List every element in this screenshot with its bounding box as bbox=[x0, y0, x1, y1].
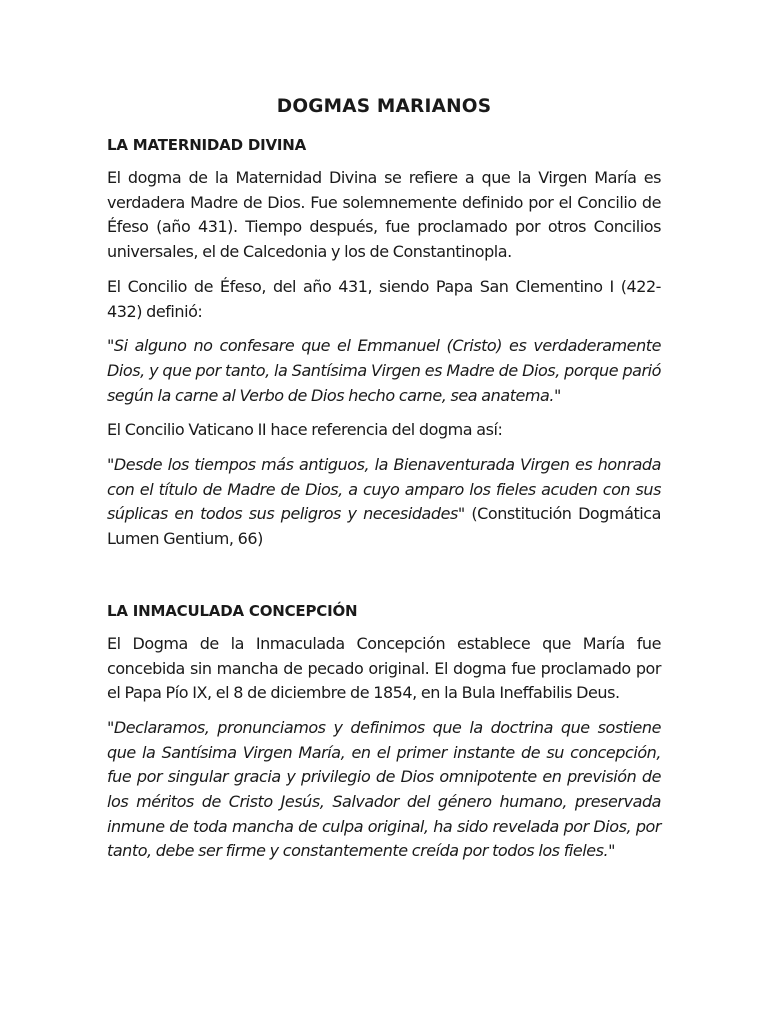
quote-paragraph: "Declaramos, pronunciamos y definimos que la doctrina que sostiene que la Santísima Virgen María, en el primer instante de su concepción, fue por singular gracia y privilegio de Dios omnipotente en previsión de los méritos de Cristo Jesús, Salvador del género humano, preservada inmune de toda mancha de culpa original, ha sido revelada por Dios, por tanto, debe ser firme y constantemente creída por todos los fieles." bbox=[107, 717, 661, 861]
paragraph: El Concilio de Éfeso, del año 431, siendo Papa San Clementino I (422-432) definió: bbox=[107, 276, 661, 321]
section-spacer bbox=[107, 562, 661, 600]
quote-paragraph: "Si alguno no confesare que el Emmanuel (Cristo) es verdaderamente Dios, y que por tanto, la Santísima Virgen es Madre de Dios, porque parió según la carne al Verbo de Dios hecho carne, sea anatema." bbox=[107, 336, 661, 405]
section-maternidad-divina bbox=[107, 134, 661, 552]
paragraph: El Concilio Vaticano II hace referencia del dogma así: bbox=[107, 420, 503, 440]
section-inmaculada-concepcion bbox=[107, 600, 661, 864]
document-title: DOGMAS MARIANOS bbox=[276, 96, 492, 117]
section-heading: LA INMACULADA CONCEPCIÓN bbox=[107, 601, 358, 620]
section-heading: LA MATERNIDAD DIVINA bbox=[107, 136, 307, 154]
paragraph: El Dogma de la Inmaculada Concepción establece que María fue concebida sin mancha de pecado original. El dogma fue proclamado por el Papa Pío IX, el 8 de diciembre de 1854, en la Bula Ineffabilis Deus. bbox=[107, 633, 661, 703]
paragraph: El dogma de la Maternidad Divina se refiere a que la Virgen María es verdadera Madre de Dios. Fue solemnemente definido por el Concilio de Éfeso (año 431). Tiempo después, fue proclamado por otros Concilios universales, el de Calcedonia y los de Constantinopla. bbox=[107, 168, 661, 262]
quote-citation: (Constitución Dogmática Lumen Gentium, 66) bbox=[107, 504, 661, 549]
quote-text: "Desde los tiempos más antiguos, la Bienaventurada Virgen es honrada con el título de Madre de Dios, a cuyo amparo los fieles acuden con sus súplicas en todos sus peligros y necesidades" bbox=[107, 455, 661, 524]
quote-with-citation bbox=[107, 453, 661, 552]
